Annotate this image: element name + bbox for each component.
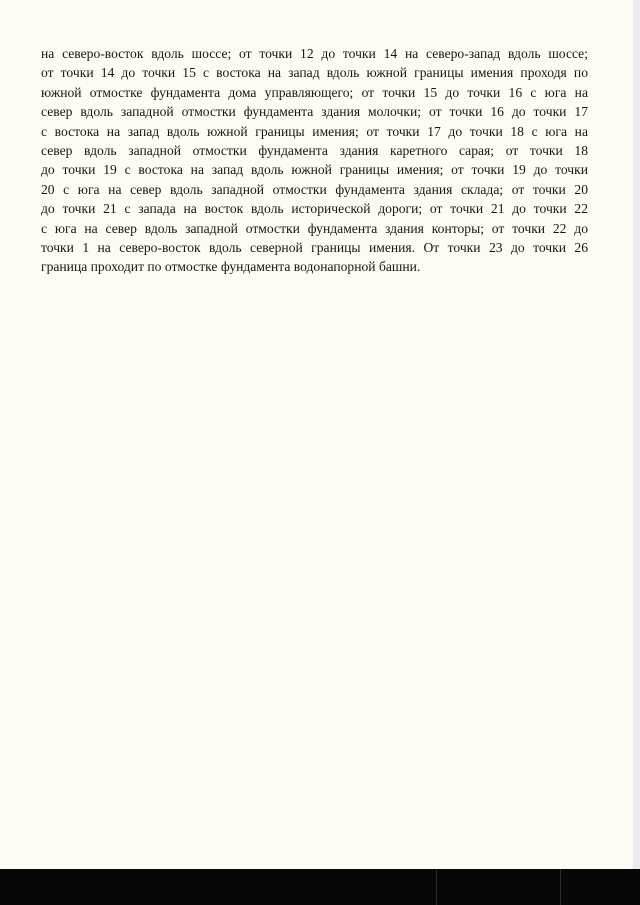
scan-bottom-band xyxy=(0,869,640,905)
scan-band-divider xyxy=(436,869,437,905)
text-line-12: граница проходит по отмостке фундамента водонапорной башни. xyxy=(41,259,421,275)
scan-band-divider xyxy=(560,869,561,905)
text-line-9: до точки 21 с запада на восток вдоль исторической дороги; от точки 21 до точки 22 xyxy=(41,201,588,217)
text-line-8: 20 с юга на север вдоль западной отмостки фундамента здания склада; от точки 20 xyxy=(41,181,588,197)
boundary-description-paragraph xyxy=(41,44,588,277)
text-line-7: до точки 19 с востока на запад вдоль южной границы имения; от точки 19 до точки xyxy=(41,162,588,178)
text-line-3: южной отмостке фундамента дома управляющего; от точки 15 до точки 16 с юга на xyxy=(41,84,588,100)
text-line-11: точки 1 на северо-восток вдоль северной границы имения. От точки 23 до точки 26 xyxy=(41,240,588,256)
text-line-1: на северо-восток вдоль шоссе; от точки 12 до точки 14 на северо-запад вдоль шоссе; xyxy=(41,46,588,61)
text-line-10: с юга на север вдоль западной отмостки фундамента здания конторы; от точки 22 до xyxy=(41,220,588,236)
text-line-2: от точки 14 до точки 15 с востока на запад вдоль южной границы имения проходя по xyxy=(41,65,588,81)
text-line-5: с востока на запад вдоль южной границы имения; от точки 17 до точки 18 с юга на xyxy=(41,123,588,139)
text-line-6: север вдоль западной отмостки фундамента здания каретного сарая; от точки 18 xyxy=(41,143,588,159)
text-line-4: север вдоль западной отмостки фундамента здания молочки; от точки 16 до точки 17 xyxy=(41,104,588,120)
scan-edge-strip xyxy=(633,0,640,869)
